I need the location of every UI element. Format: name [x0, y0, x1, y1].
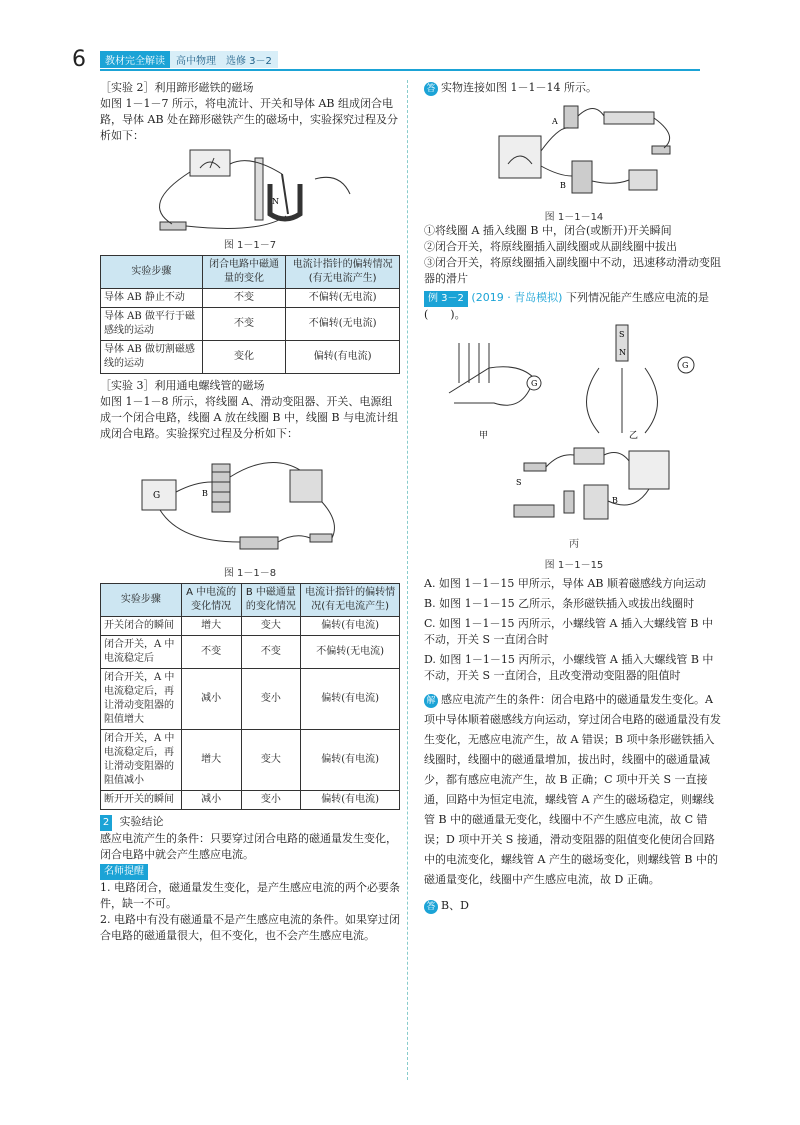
solution-icon: 解	[424, 694, 438, 708]
conclusion-title: 实验结论	[119, 815, 164, 828]
step-3: ③闭合开关，将原线圈插入副线圈中不动，迅速移动滑动变阻器的滑片	[424, 256, 721, 285]
subject-label: 高中物理 选修 3－2	[170, 51, 278, 68]
step-2: ②闭合开关，将原线圈插入副线圈或从副线圈中拔出	[424, 240, 677, 253]
right-column	[424, 80, 724, 914]
t1-cell: 变化	[202, 341, 286, 374]
t2-cell: 减小	[181, 791, 241, 810]
exp2-text: 如图 1－1－7 所示，将电流计、开关和导体 AB 组成闭合电路，导体 AB 处在蹄形磁铁产生的磁场中，实验探究过程及分析如下：	[100, 97, 399, 142]
answer-icon: 答	[424, 82, 438, 96]
table-row	[101, 669, 400, 730]
figure-jia	[449, 343, 541, 405]
t2-header: 实验步骤	[101, 584, 182, 617]
figure-1-1-15-top	[424, 323, 724, 443]
example-label: 例 3－2	[424, 291, 468, 307]
svg-text:B: B	[612, 496, 618, 505]
t2-cell: 增大	[181, 730, 241, 791]
tip-label: 名师提醒	[100, 864, 148, 880]
t1-cell: 不偏转(无电流)	[286, 289, 400, 308]
t2-cell: 断开开关的瞬间	[101, 791, 182, 810]
t1-cell: 不变	[202, 308, 286, 341]
conclusion-text: 感应电流产生的条件：只要穿过闭合电路的磁通量发生变化，闭合电路中就会产生感应电流。	[100, 832, 397, 861]
t2-cell: 开关闭合的瞬间	[101, 617, 182, 636]
t2-cell: 偏转(有电流)	[301, 617, 400, 636]
t2-cell: 变小	[241, 791, 301, 810]
t2-cell: 闭合开关，A 中电流稳定后，再让滑动变阻器的阻值减小	[101, 730, 182, 791]
t2-cell: 减小	[181, 669, 241, 730]
svg-text:S: S	[619, 330, 625, 339]
column-divider	[407, 80, 408, 1080]
t1-cell: 不偏转(无电流)	[286, 308, 400, 341]
t2-header: 电流计指针的偏转情况(有无电流产生)	[301, 584, 400, 617]
fig8-caption: 图 1－1－8	[223, 568, 277, 579]
tip-2: 2. 电路中有没有磁通量不是产生感应电流的条件。如果穿过闭合电路的磁通量很大，但不变化，也不会产生感应电流。	[100, 913, 400, 942]
svg-text:B: B	[560, 181, 566, 190]
t1-header: 实验步骤	[101, 256, 203, 289]
t2-cell: 增大	[181, 617, 241, 636]
section-number: 2	[100, 815, 112, 831]
table-row	[101, 617, 400, 636]
left-column	[100, 80, 400, 944]
svg-text:G: G	[153, 491, 161, 501]
exp3-text: 如图 1－1－8 所示，将线圈 A、滑动变阻器、开关、电源组成一个闭合电路，线圈 A 放在线圈 B 中，线圈 B 与电流计组成闭合电路。实验探究过程及分析如下：	[100, 395, 399, 440]
t2-cell: 偏转(有电流)	[301, 791, 400, 810]
svg-text:G: G	[682, 361, 689, 370]
table-row	[101, 791, 400, 810]
table-row	[101, 730, 400, 791]
figure-1-1-8	[100, 442, 400, 564]
fig15-caption: 图 1－1－15	[544, 560, 604, 571]
fig14-caption: 图 1－1－14	[544, 212, 604, 223]
final-answer-icon: 答	[424, 900, 438, 914]
svg-text:N: N	[619, 348, 626, 357]
t2-cell: 不变	[181, 636, 241, 669]
svg-text:A: A	[552, 117, 558, 126]
tip-1: 1. 电路闭合，磁通量发生变化，是产生感应电流的两个必要条件，缺一不可。	[100, 881, 400, 910]
t2-cell: 闭合开关，A 中电流稳定后，再让滑动变阻器的阻值增大	[101, 669, 182, 730]
svg-text:N: N	[272, 197, 279, 206]
t2-cell: 偏转(有电流)	[301, 669, 400, 730]
solution-text: 感应电流产生的条件：闭合电路中的磁通量发生变化。A 项中导体顺着磁感线方向运动，穿过闭合电路的磁通量没有发生变化，无感应电流产生，故 A 错误；B 项中条形磁铁插入线圈时，线圈中的磁通量增加，拔出时，线圈中的磁通量减少，都有感应电流产生，故 B 正确；C 项中开关 S 一直接通，回路中为恒定电流，螺线管 A 产生的磁场稳定，则螺线管 B 中的磁通量无变化，线圈中不产生感应电流，故 C 错误；D 项中开关 S 接通，滑动变阻器的阻值变化使闭合回路中的电流变化，螺线管 A 产生的磁场变化，则螺线管 B 中的磁通量变化，线圈中产生感应电流，故 D 正确。	[424, 693, 721, 886]
t2-cell: 变大	[241, 617, 301, 636]
t1-header: 电流计指针的偏转情况(有无电流产生)	[286, 256, 400, 289]
table-row	[101, 289, 400, 308]
option-c: C. 如图 1－1－15 丙所示，小螺线管 A 插入大螺线管 B 中不动，开关 S 一直闭合时	[424, 617, 714, 646]
t2-cell: 闭合开关，A 中电流稳定后	[101, 636, 182, 669]
example-question: 下列情况能产生感应电流的是( )。	[424, 291, 709, 321]
figure-1-1-14	[424, 96, 724, 208]
table-exp3	[100, 583, 400, 810]
final-answer: B、D	[441, 899, 469, 912]
t1-header: 闭合电路中磁通量的变化	[202, 256, 286, 289]
t1-cell: 导体 AB 做平行于磁感线的运动	[101, 308, 203, 341]
t2-cell: 不偏转(无电流)	[301, 636, 400, 669]
svg-text:G: G	[531, 379, 538, 388]
option-a: A. 如图 1－1－15 甲所示，导体 AB 顺着磁感线方向运动	[424, 577, 706, 590]
step-1: ①将线圈 A 插入线圈 B 中，闭合(或断开)开关瞬间	[424, 224, 672, 237]
label-yi: 乙	[629, 431, 639, 441]
t2-cell: 不变	[241, 636, 301, 669]
t1-cell: 偏转(有电流)	[286, 341, 400, 374]
svg-text:S: S	[516, 478, 522, 487]
t2-header: A 中电流的变化情况	[181, 584, 241, 617]
t1-cell: 导体 AB 做切割磁感线的运动	[101, 341, 203, 374]
figure-1-1-7	[100, 144, 400, 236]
exp2-title: ［实验 2］利用蹄形磁铁的磁场	[100, 81, 254, 94]
table-row	[101, 636, 400, 669]
label-bing: 丙	[569, 539, 579, 550]
t2-cell: 变小	[241, 669, 301, 730]
answer-intro: 实物连接如图 1－1－14 所示。	[441, 81, 597, 94]
exp3-title: ［实验 3］利用通电螺线管的磁场	[100, 379, 265, 392]
t2-header: B 中磁通量的变化情况	[241, 584, 301, 617]
header-rule	[100, 69, 700, 71]
table-row	[101, 308, 400, 341]
label-jia: 甲	[479, 431, 489, 441]
t1-cell: 不变	[202, 289, 286, 308]
option-b: B. 如图 1－1－15 乙所示，条形磁铁插入或拔出线圈时	[424, 597, 695, 610]
table-exp2	[100, 255, 400, 374]
svg-text:B: B	[202, 489, 208, 498]
figure-yi	[587, 325, 695, 433]
fig7-caption: 图 1－1－7	[223, 240, 277, 251]
book-title: 教材完全解读	[100, 51, 170, 68]
option-d: D. 如图 1－1－15 丙所示，小螺线管 A 插入大螺线管 B 中不动，开关 S 一直闭合，且改变滑动变阻器的阻值时	[424, 653, 714, 682]
table-row	[101, 341, 400, 374]
running-header	[100, 52, 278, 67]
t2-cell: 变大	[241, 730, 301, 791]
example-source: (2019 · 青岛模拟)	[471, 291, 563, 304]
t1-cell: 导体 AB 静止不动	[101, 289, 203, 308]
page-number: 6	[72, 47, 86, 72]
t2-cell: 偏转(有电流)	[301, 730, 400, 791]
figure-1-1-15-bottom	[424, 443, 724, 535]
